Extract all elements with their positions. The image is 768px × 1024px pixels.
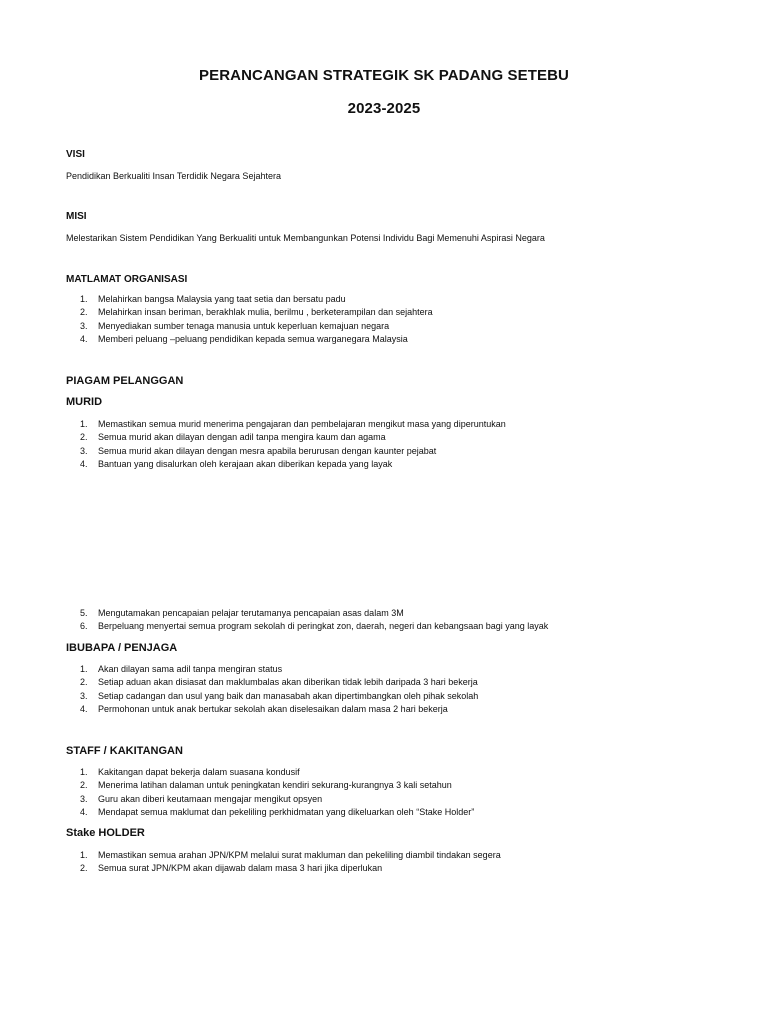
list-item <box>66 793 474 806</box>
ibubapa-heading: IBUBAPA / PENJAGA <box>66 642 178 654</box>
murid-heading: MURID <box>66 396 103 408</box>
list-item-number: 2. <box>80 863 88 874</box>
list-item <box>66 862 501 875</box>
matlamat-list <box>66 293 433 346</box>
list-item-number: 6. <box>80 621 88 632</box>
list-item-number: 3. <box>80 793 88 804</box>
list-item <box>66 293 433 306</box>
list-item <box>66 306 433 319</box>
misi-heading: MISI <box>66 211 87 222</box>
list-item-text: Setiap aduan akan disiasat dan maklumbalas akan diberikan tidak lebih daripada 3 hari bekerja <box>98 677 478 688</box>
list-item-text: Setiap cadangan dan usul yang baik dan manasabah akan dipertimbangkan oleh pihak sekolah <box>98 690 479 701</box>
list-item-text: Guru akan diberi keutamaan mengajar mengikut opsyen <box>98 793 323 804</box>
list-item-number: 2. <box>80 307 88 318</box>
list-item-text: Akan dilayan sama adil tanpa mengiran status <box>98 664 283 674</box>
list-item-number: 1. <box>80 850 88 860</box>
list-item-number: 3. <box>80 445 88 456</box>
list-item-number: 2. <box>80 780 88 791</box>
list-item-text: Semua surat JPN/KPM akan dijawab dalam masa 3 hari jika diperlukan <box>98 863 383 874</box>
list-item-number: 2. <box>80 677 88 688</box>
list-item-text: Melahirkan bangsa Malaysia yang taat setia dan bersatu padu <box>98 294 346 304</box>
list-item-text: Menyediakan sumber tenaga manusia untuk keperluan kemajuan negara <box>98 320 390 331</box>
list-item-text: Memberi peluang –peluang pendidikan kepada semua warganegara Malaysia <box>98 333 408 344</box>
document-years: 2023-2025 <box>347 100 421 117</box>
list-item-number: 1. <box>80 419 88 429</box>
list-item-number: 1. <box>80 767 88 777</box>
list-item <box>66 333 433 346</box>
list-item <box>66 663 478 676</box>
list-item-text: Mendapat semua maklumat dan pekeliling perkhidmatan yang dikeluarkan oleh “Stake Holder” <box>98 806 475 817</box>
list-item <box>66 418 506 431</box>
misi-text: Melestarikan Sistem Pendidikan Yang Berkualiti untuk Membangunkan Potensi Individu Bagi Memenuhi Aspirasi Negara <box>66 233 545 243</box>
staff-heading: STAFF / KAKITANGAN <box>66 745 183 757</box>
stakeholder-heading: Stake HOLDER <box>66 827 145 839</box>
list-item-number: 4. <box>80 703 88 714</box>
stakeholder-list <box>66 849 501 876</box>
list-item <box>66 690 478 703</box>
list-item-text: Kakitangan dapat bekerja dalam suasana kondusif <box>98 767 300 777</box>
list-item <box>66 703 478 716</box>
list-item-number: 1. <box>80 664 88 674</box>
murid-list-a <box>66 418 506 471</box>
list-item-number: 2. <box>80 432 88 443</box>
list-item <box>66 849 501 862</box>
list-item <box>66 620 548 633</box>
list-item-text: Menerima latihan dalaman untuk peningkatan kendiri sekurang-kurangnya 3 kali setahun <box>98 780 452 791</box>
list-item-text: Memastikan semua murid menerima pengajaran dan pembelajaran mengikut masa yang diperuntukan <box>98 419 506 429</box>
list-item-number: 4. <box>80 458 88 469</box>
list-item-text: Semua murid akan dilayan dengan mesra apabila berurusan dengan kaunter pejabat <box>98 445 437 456</box>
list-item <box>66 779 474 792</box>
matlamat-heading: MATLAMAT ORGANISASI <box>66 274 188 285</box>
list-item <box>66 445 506 458</box>
visi-heading: VISI <box>66 149 85 160</box>
list-item <box>66 806 474 819</box>
list-item <box>66 676 478 689</box>
visi-text: Pendidikan Berkualiti Insan Terdidik Negara Sejahtera <box>66 171 281 181</box>
list-item <box>66 607 548 620</box>
list-item-number: 5. <box>80 608 88 618</box>
list-item <box>66 320 433 333</box>
list-item <box>66 458 506 471</box>
list-item-text: Melahirkan insan beriman, berakhlak mulia, berilmu , berketerampilan dan sejahtera <box>98 307 433 318</box>
list-item <box>66 766 474 779</box>
document-title: PERANCANGAN STRATEGIK SK PADANG SETEBU <box>199 67 569 84</box>
list-item-number: 4. <box>80 333 88 344</box>
list-item-number: 1. <box>80 294 88 304</box>
piagam-heading: PIAGAM PELANGGAN <box>66 375 184 387</box>
list-item <box>66 431 506 444</box>
list-item-number: 3. <box>80 320 88 331</box>
list-item-number: 4. <box>80 806 88 817</box>
list-item-text: Memastikan semua arahan JPN/KPM melalui surat makluman dan pekeliling diambil tindakan segera <box>98 850 501 860</box>
list-item-text: Mengutamakan pencapaian pelajar terutamanya pencapaian asas dalam 3M <box>98 608 404 618</box>
murid-list-b <box>66 607 548 634</box>
list-item-number: 3. <box>80 690 88 701</box>
ibubapa-list <box>66 663 478 716</box>
list-item-text: Permohonan untuk anak bertukar sekolah akan diselesaikan dalam masa 2 hari bekerja <box>98 703 448 714</box>
staff-list <box>66 766 474 819</box>
list-item-text: Semua murid akan dilayan dengan adil tanpa mengira kaum dan agama <box>98 432 386 443</box>
list-item-text: Bantuan yang disalurkan oleh kerajaan akan diberikan kepada yang layak <box>98 458 393 469</box>
list-item-text: Berpeluang menyertai semua program sekolah di peringkat zon, daerah, negeri dan kebangsaan bagi yang layak <box>98 621 549 632</box>
